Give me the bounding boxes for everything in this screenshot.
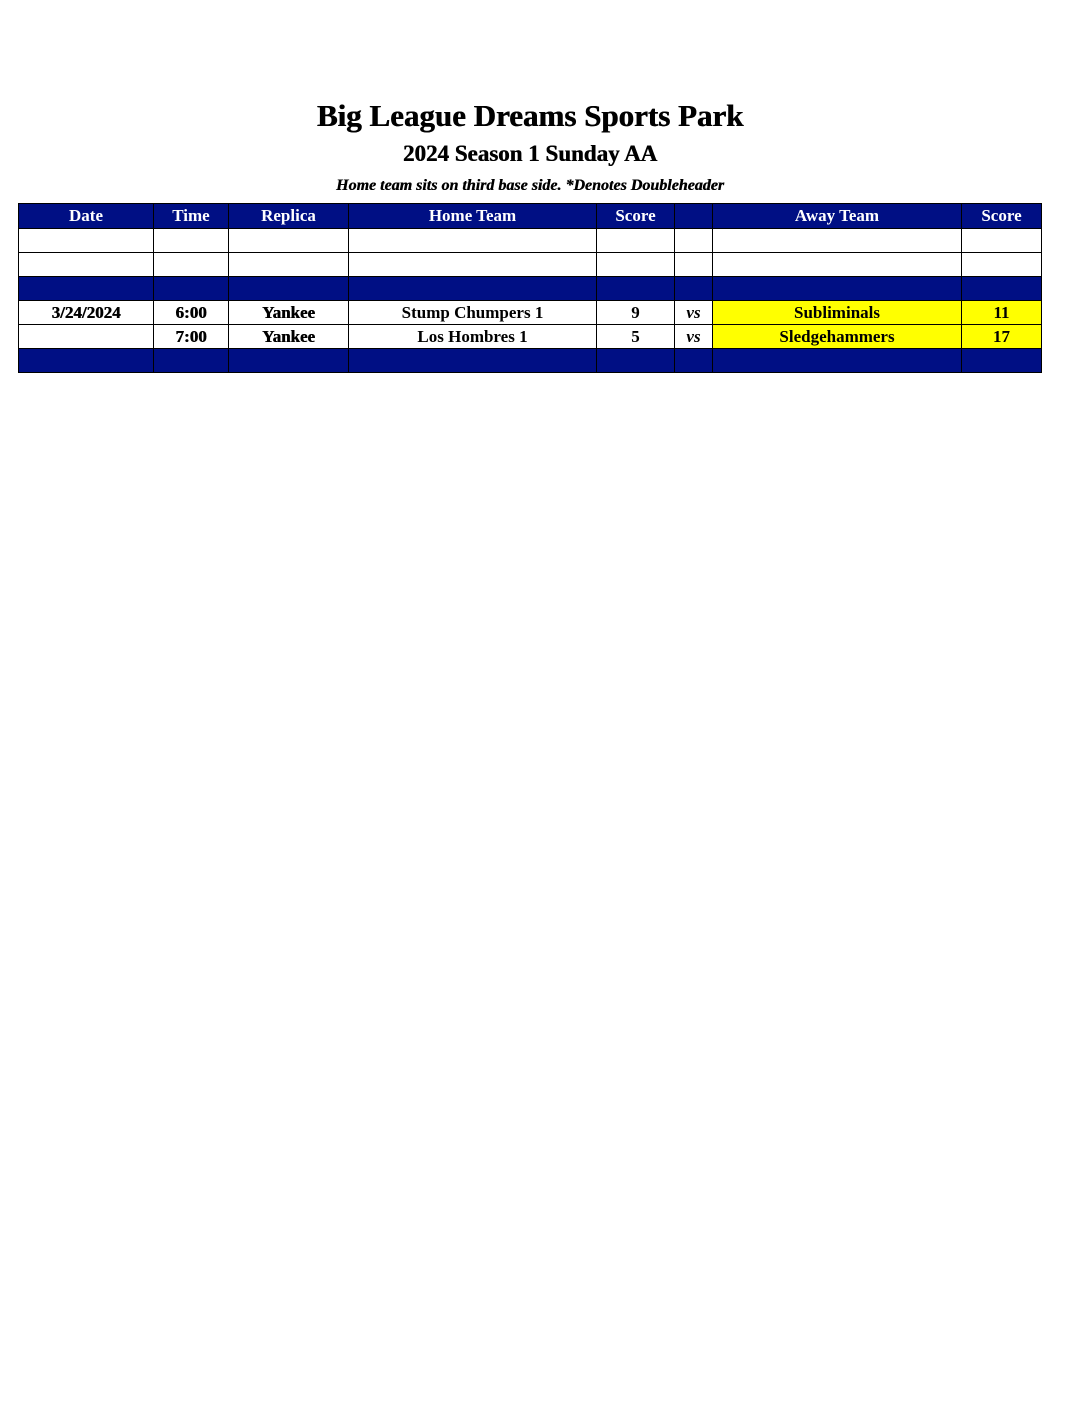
separator-cell — [229, 277, 349, 301]
blank-cell — [349, 253, 597, 277]
blank-row — [19, 229, 1042, 253]
blank-cell — [713, 229, 962, 253]
home-team: Los Hombres 1 — [349, 325, 597, 349]
blank-cell — [349, 229, 597, 253]
schedule-table — [18, 203, 1042, 373]
separator-cell — [229, 349, 349, 373]
column-header-vs — [675, 204, 713, 229]
blank-cell — [19, 229, 154, 253]
separator-cell — [349, 349, 597, 373]
away-team: Sledgehammers — [713, 325, 962, 349]
separator-cell — [962, 277, 1042, 301]
column-header-away-team: Away Team — [713, 204, 962, 229]
separator-cell — [19, 277, 154, 301]
blank-cell — [229, 253, 349, 277]
blank-cell — [154, 229, 229, 253]
game-replica: Yankee — [229, 325, 349, 349]
blank-cell — [154, 253, 229, 277]
blank-cell — [19, 253, 154, 277]
away-score: 17 — [962, 325, 1042, 349]
game-row — [19, 301, 1042, 325]
game-time: 6:00 — [154, 301, 229, 325]
separator-cell — [154, 349, 229, 373]
vs-label: vs — [675, 325, 713, 349]
schedule-title: Big League Dreams Sports Park — [316, 98, 744, 133]
blank-cell — [597, 253, 675, 277]
separator-cell — [713, 277, 962, 301]
separator-cell — [597, 349, 675, 373]
schedule-note: Home team sits on third base side. *Denotes Doubleheader — [336, 177, 724, 194]
separator-cell — [349, 277, 597, 301]
column-header-home-score: Score — [597, 204, 675, 229]
separator-cell — [962, 349, 1042, 373]
schedule-subtitle: 2024 Season 1 Sunday AA — [402, 141, 658, 166]
separator-cell — [19, 349, 154, 373]
blank-cell — [675, 229, 713, 253]
game-date — [19, 325, 154, 349]
game-time: 7:00 — [154, 325, 229, 349]
blank-cell — [713, 253, 962, 277]
column-header-time: Time — [154, 204, 229, 229]
column-header-date: Date — [19, 204, 154, 229]
game-replica: Yankee — [229, 301, 349, 325]
away-team: Subliminals — [713, 301, 962, 325]
separator-row — [19, 277, 1042, 301]
game-row — [19, 325, 1042, 349]
separator-cell — [713, 349, 962, 373]
separator-cell — [675, 349, 713, 373]
table-header-row — [19, 204, 1042, 229]
separator-row — [19, 349, 1042, 373]
column-header-replica: Replica — [229, 204, 349, 229]
vs-label: vs — [675, 301, 713, 325]
blank-cell — [962, 229, 1042, 253]
away-score: 11 — [962, 301, 1042, 325]
blank-cell — [597, 229, 675, 253]
blank-cell — [229, 229, 349, 253]
blank-cell — [675, 253, 713, 277]
column-header-away-score: Score — [962, 204, 1042, 229]
home-score: 9 — [597, 301, 675, 325]
separator-cell — [675, 277, 713, 301]
blank-cell — [962, 253, 1042, 277]
home-team: Stump Chumpers 1 — [349, 301, 597, 325]
column-header-home-team: Home Team — [349, 204, 597, 229]
blank-row — [19, 253, 1042, 277]
separator-cell — [154, 277, 229, 301]
separator-cell — [597, 277, 675, 301]
game-date: 3/24/2024 — [19, 301, 154, 325]
home-score: 5 — [597, 325, 675, 349]
